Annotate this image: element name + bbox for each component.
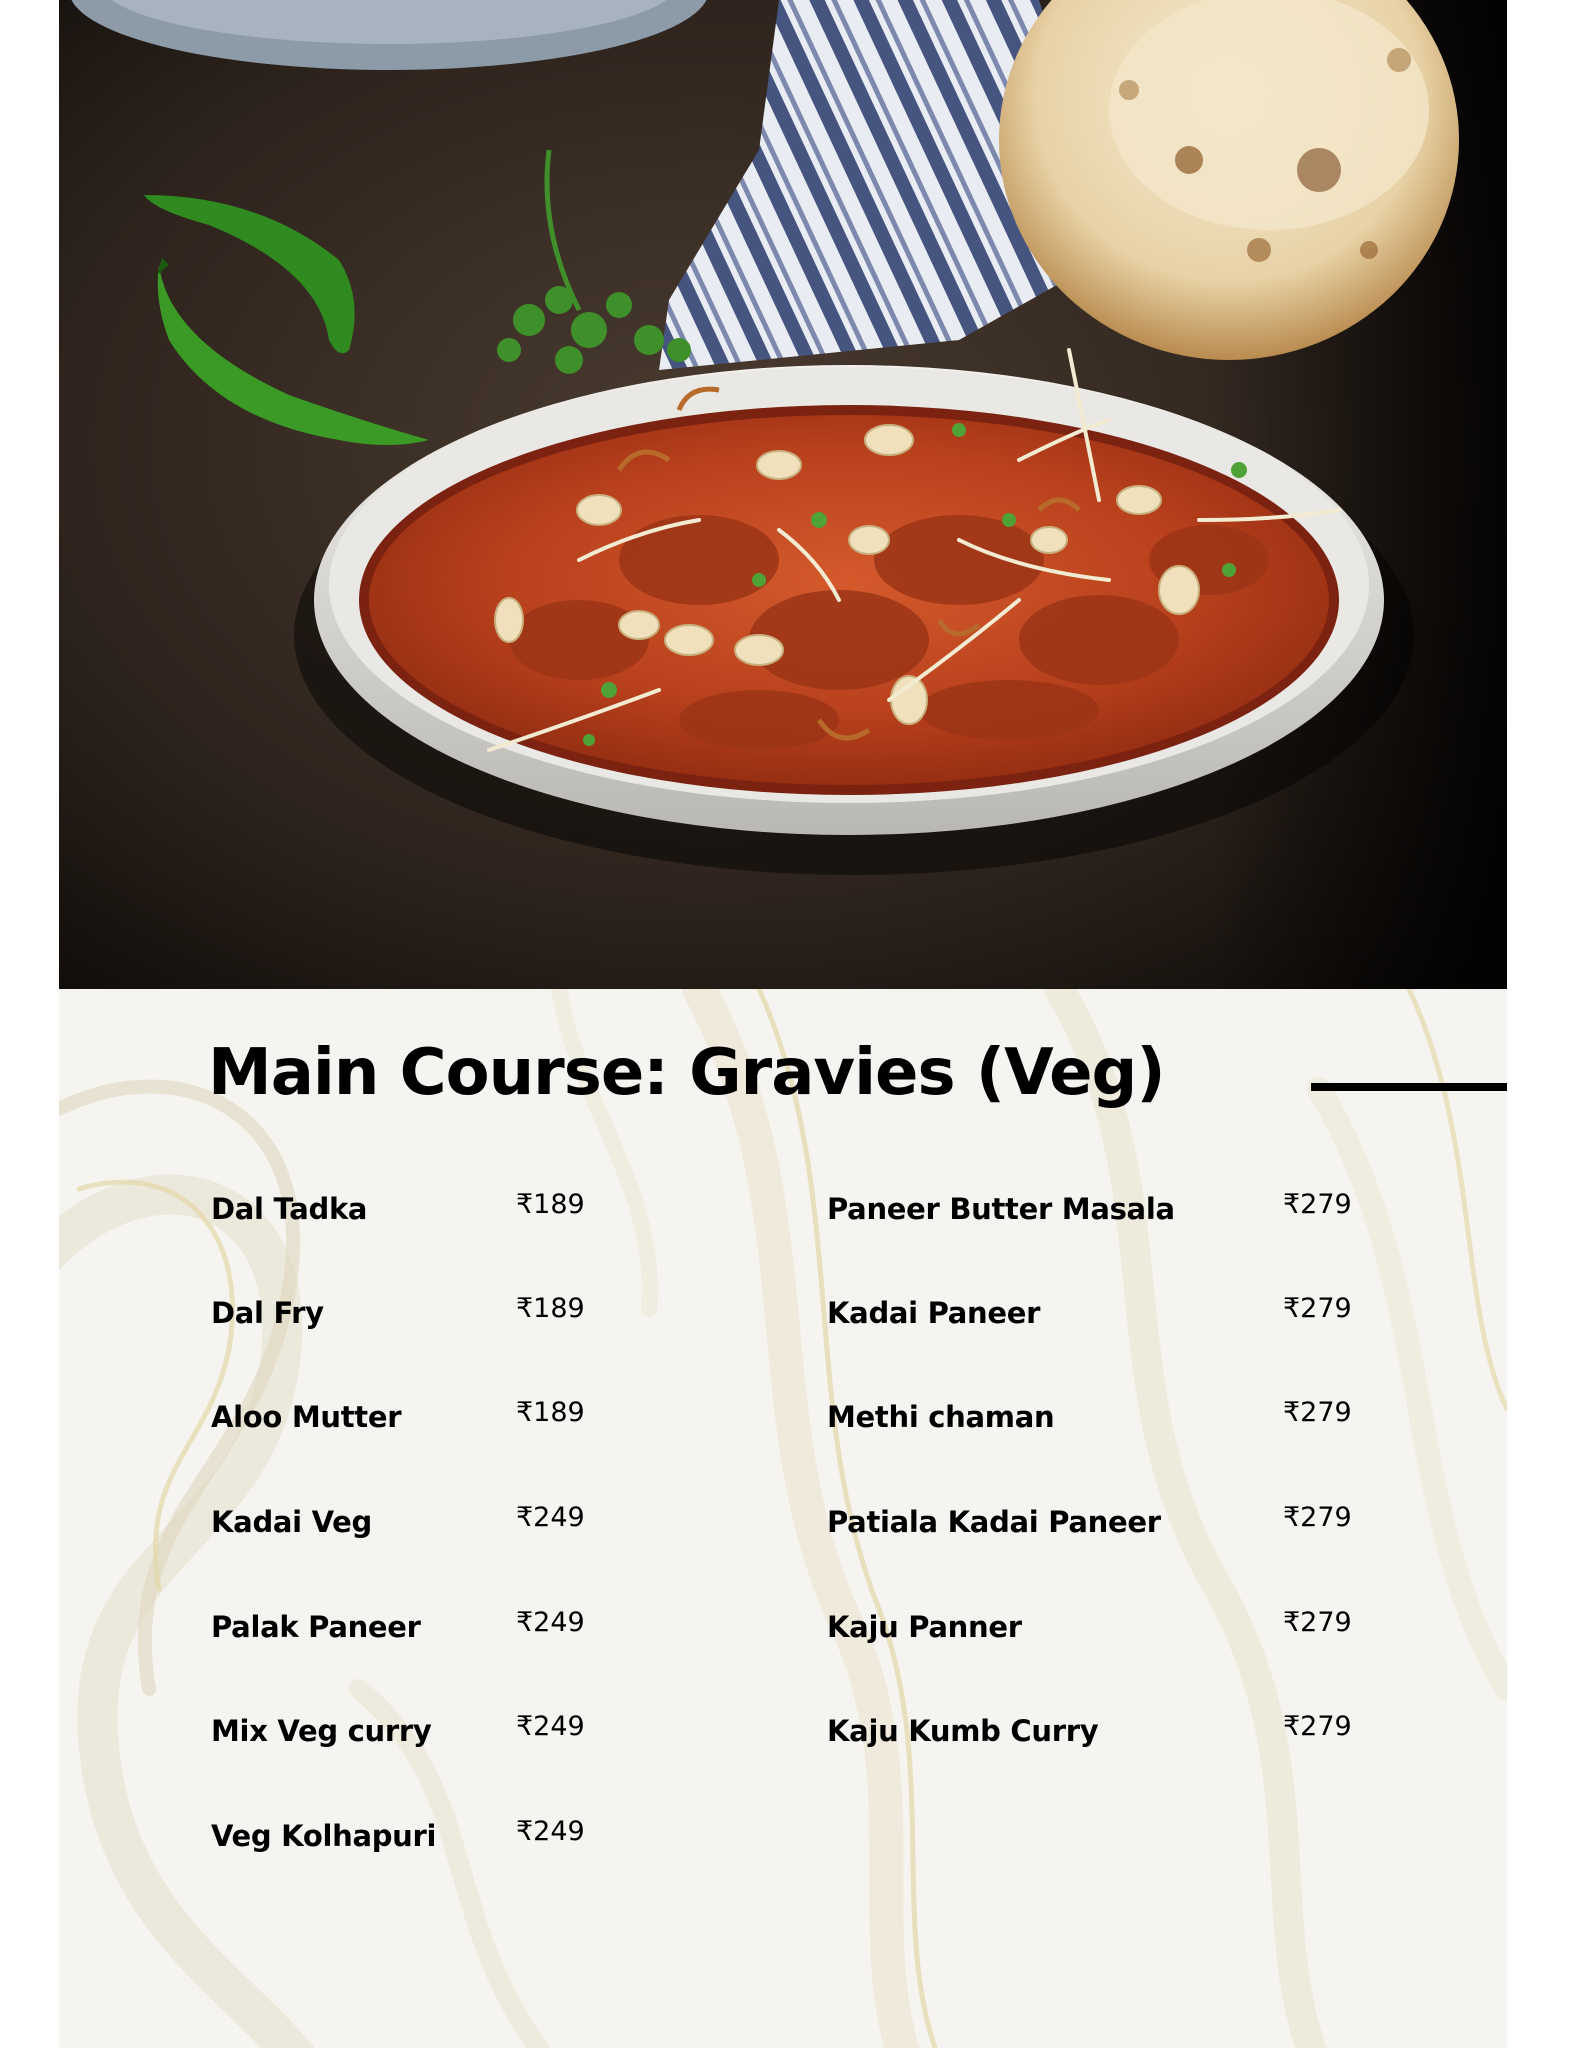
item-name: Veg Kolhapuri — [211, 1819, 437, 1853]
item-price: ₹279 — [1283, 1293, 1352, 1324]
item-price: ₹279 — [1283, 1189, 1352, 1220]
menu-page — [59, 0, 1507, 2048]
item-name: Kaju Kumb Curry — [827, 1714, 1099, 1748]
item-price: ₹279 — [1283, 1607, 1352, 1638]
item-name: Dal Tadka — [211, 1192, 368, 1226]
item-price: ₹249 — [516, 1816, 585, 1847]
item-price: ₹249 — [516, 1711, 585, 1742]
item-name: Methi chaman — [827, 1400, 1055, 1434]
menu-title: Main Course: Gravies (Veg) — [208, 1036, 1165, 1110]
item-price: ₹189 — [516, 1189, 585, 1220]
item-name: Kadai Veg — [211, 1505, 372, 1539]
item-price: ₹189 — [516, 1397, 585, 1428]
title-rule — [1311, 1083, 1507, 1091]
item-price: ₹189 — [516, 1293, 585, 1324]
item-name: Kaju Panner — [827, 1610, 1022, 1644]
item-name: Kadai Paneer — [827, 1296, 1041, 1330]
item-price: ₹249 — [516, 1502, 585, 1533]
item-name: Aloo Mutter — [211, 1400, 402, 1434]
item-name: Mix Veg curry — [211, 1714, 432, 1748]
item-price: ₹279 — [1283, 1711, 1352, 1742]
item-price: ₹279 — [1283, 1397, 1352, 1428]
item-name: Palak Paneer — [211, 1610, 421, 1644]
item-name: Dal Fry — [211, 1296, 324, 1330]
item-name: Patiala Kadai Paneer — [827, 1505, 1161, 1539]
food-photo — [59, 0, 1507, 989]
item-name: Paneer Butter Masala — [827, 1192, 1175, 1226]
menu-panel — [59, 989, 1507, 2048]
item-price: ₹249 — [516, 1607, 585, 1638]
item-price: ₹279 — [1283, 1502, 1352, 1533]
